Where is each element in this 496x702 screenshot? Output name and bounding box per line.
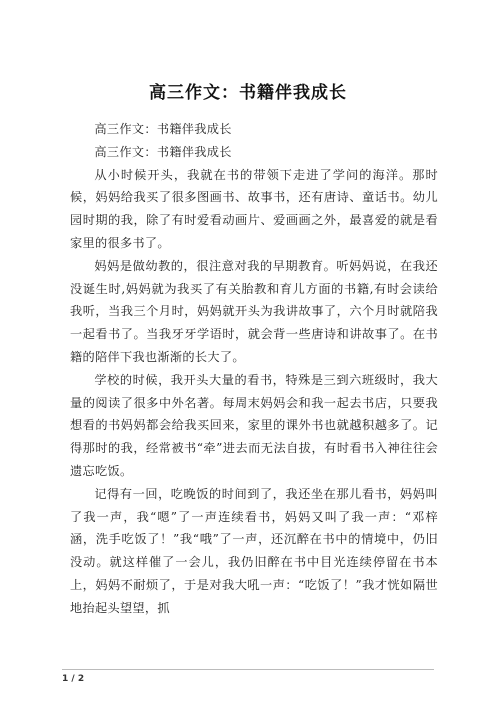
document-body [70,118,438,620]
footer-divider [62,669,434,670]
paragraph: 记得有一回，吃晚饭的时间到了，我还坐在那儿看书，妈妈叫了我一声，我“嗯”了一声连续看书，妈妈又叫了我一声：“邓梓涵，洗手吃饭了！”我“哦”了一声，还沉醉在书中的情境中，仍旧没动。就这样催了一会儿，我仍旧醉在书中目光连续停留在书本上，妈妈不耐烦了，于是对我大吼一声：“吃饭了！”我才恍如隔世地抬起头望望，抓 [70,486,438,615]
paragraph: 高三作文：书籍伴我成长 [94,122,232,136]
document-title: 高三作文：书籍伴我成长 [149,83,347,103]
paragraph: 学校的时候，我开头大量的看书，特殊是三到六班级时，我大量的阅读了很多中外名著。每周末妈妈会和我一起去书店，只要我想看的书妈妈都会给我买回来，家里的课外书也就越积越多了。记得那时的我，经常被书“牵”进去而无法自拔，有时看书入神往往会遗忘吃饭。 [70,372,438,478]
paragraph: 从小时候开头，我就在书的带领下走进了学问的海洋。那时候，妈妈给我买了很多图画书、故事书，还有唐诗、童话书。幼儿园时期的我，除了有时爱看动画片、爱画画之外，最喜爱的就是看家里的很多书了。 [70,167,438,250]
paragraph: 高三作文：书籍伴我成长 [94,144,232,159]
page-indicator: 1 / 2 [62,674,85,684]
paragraph: 妈妈是做幼教的，很注意对我的早期教育。听妈妈说，在我还没诞生时,妈妈就为我买了有关胎教和育儿方面的书籍,有时会读给我听，当我三个月时，妈妈就开头为我讲故事了，六个月时就陪我一起看书了。当我牙牙学语时，就会背一些唐诗和讲故事了。在书籍的陪伴下我也渐渐的长大了。 [70,258,438,364]
